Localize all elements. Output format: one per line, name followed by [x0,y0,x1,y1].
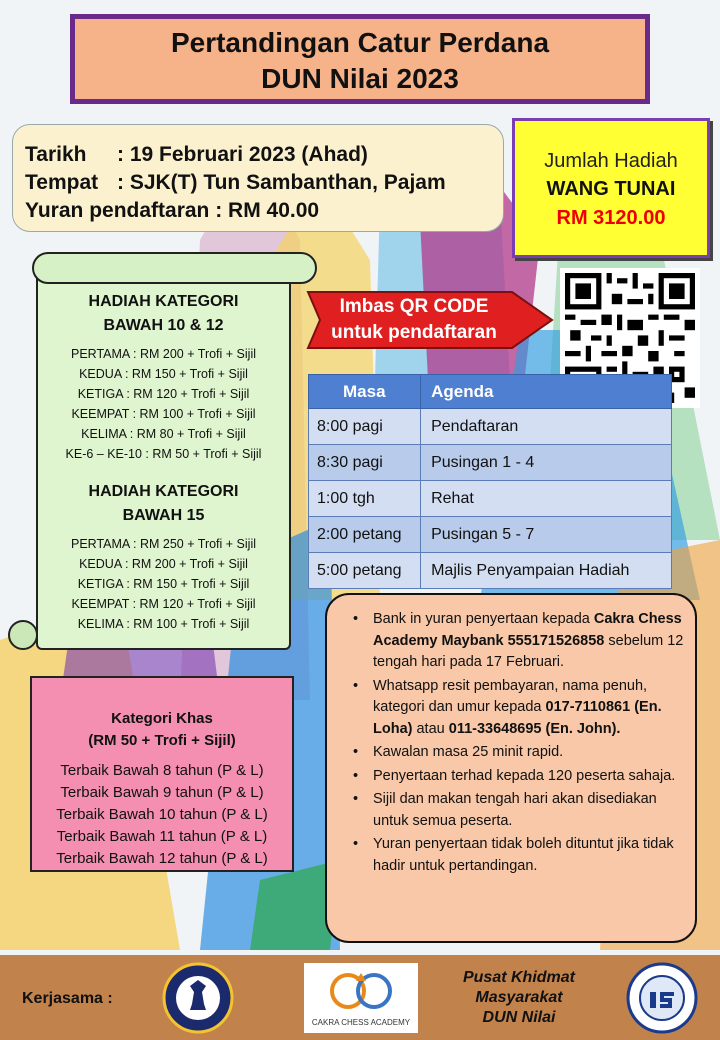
schedule-agenda: Pusingan 5 - 7 [421,517,672,553]
venue-label: Tempat [25,171,99,194]
u15-prize-item: PERTAMA : RM 250 + Trofi + Sijil [70,537,257,551]
u12-prize-item: KELIMA : RM 80 + Trofi + Sijil [81,427,246,441]
total-prize-box [512,118,710,258]
schedule-time: 8:30 pagi [309,445,421,481]
schedule-time: 5:00 petang [309,553,421,589]
note-whatsapp: • Whatsapp resit pembayaran, nama penuh, kategori dan umur kepada 017-7110861 (En. Loha) atau 011-33648695 (En. John). [353,676,685,741]
title-line-1: Pertandingan Catur Perdana [170,27,550,58]
event-info-box [12,124,504,232]
note-time-control: • Kawalan masa 25 minit rapid. [353,742,685,764]
school-logo-icon [626,962,698,1034]
table-row [309,553,672,589]
u12-prize-item: KE-6 – KE-10 : RM 50 + Trofi + Sijil [65,447,262,461]
u15-title-1: HADIAH KATEGORI [88,483,239,500]
schedule-time: 1:00 tgh [309,481,421,517]
date-label: Tarikh [25,143,87,166]
prize-type: WANG TUNAI [546,178,676,200]
u12-prize-item: KETIGA : RM 120 + Trofi + Sijil [77,387,250,401]
note-no-refund: • Yuran penyertaan tidak boleh dituntut jika tidak hadir untuk pertandingan. [353,834,685,877]
prize-category-scroll [36,254,291,650]
special-item: Terbaik Bawah 12 tahun (P & L) [56,850,268,867]
phone-loha: 017-7110861 (En. Loha) [373,699,662,737]
note-payment: • Bank in yuran penyertaan kepada Cakra Chess Academy Maybank 555171526858 sebelum 12 tengah hari pada 17 Februari. [353,609,685,674]
academy-name: CAKRA CHESS ACADEMY [311,1018,411,1027]
chess-association-logo-icon [162,962,234,1034]
bank-account: 555171526858 [507,632,605,649]
u12-prize-item: KEEMPAT : RM 100 + Trofi + Sijil [71,407,256,421]
table-row [309,409,672,445]
title-line-2: DUN Nilai 2023 [261,63,459,94]
special-item: Terbaik Bawah 11 tahun (P & L) [56,828,268,845]
service-center-text [440,968,598,1028]
venue-row [25,169,491,197]
schedule-agenda: Rehat [421,481,672,517]
scroll-curl-icon [8,620,38,650]
special-item: Terbaik Bawah 8 tahun (P & L) [60,762,264,779]
schedule-header-agenda: Agenda [421,375,672,409]
u15-prize-item: KEEMPAT : RM 120 + Trofi + Sijil [71,597,256,611]
u15-prize-item: KELIMA : RM 100 + Trofi + Sijil [77,617,250,631]
cakra-logo-icon [304,963,418,1015]
table-row [309,481,672,517]
schedule-agenda: Pendaftaran [421,409,672,445]
fee-label: Yuran pendaftaran [25,199,210,222]
special-category-box [30,676,294,872]
special-item: Terbaik Bawah 10 tahun (P & L) [56,806,268,823]
u15-prize-item: KEDUA : RM 200 + Trofi + Sijil [79,557,248,571]
qr-text-line-2: untuk pendaftaran [331,322,497,343]
schedule-table [308,374,672,589]
pusat-line-1: Pusat Khidmat [462,969,575,986]
qr-arrow-text [316,294,512,346]
schedule-time: 2:00 petang [309,517,421,553]
u12-prize-item: KEDUA : RM 150 + Trofi + Sijil [79,367,248,381]
cakra-chess-academy-logo [304,963,418,1033]
note-participant-limit: • Penyertaan terhad kepada 120 peserta sahaja. [353,766,685,788]
schedule-header-row [309,375,672,409]
schedule-agenda: Pusingan 1 - 4 [421,445,672,481]
prize-amount: RM 3120.00 [556,207,666,229]
note-certificate-lunch: • Sijil dan makan tengah hari akan disediakan untuk semua peserta. [353,789,685,832]
scroll-top-roll [32,252,317,284]
table-row [309,445,672,481]
u12-title-2: BAWAH 10 & 12 [103,317,224,334]
notes-box [325,593,697,943]
fee-value: : RM 40.00 [215,199,320,222]
phone-john: 011-33648695 (En. John). [448,720,621,737]
schedule-agenda: Majlis Penyampaian Hadiah [421,553,672,589]
u15-prize-item: KETIGA : RM 150 + Trofi + Sijil [77,577,250,591]
bank-name: Cakra Chess Academy Maybank [373,611,682,649]
fee-row [25,197,491,225]
pusat-line-2: Masyarakat [475,989,563,1006]
schedule-time: 8:00 pagi [309,409,421,445]
special-subtitle: (RM 50 + Trofi + Sijil) [88,732,236,749]
schedule-header-time: Masa [309,375,421,409]
special-title: Kategori Khas [111,710,213,727]
u12-prize-item: PERTAMA : RM 200 + Trofi + Sijil [70,347,257,361]
partner-label: Kerjasama : [22,990,113,1007]
date-row [25,141,491,169]
table-row [309,517,672,553]
title-banner [70,14,650,104]
date-value: : 19 Februari 2023 (Ahad) [117,143,368,166]
pusat-line-3: DUN Nilai [482,1009,556,1026]
qr-text-line-1: Imbas QR CODE [339,296,489,317]
u15-title-2: BAWAH 15 [122,507,205,524]
venue-value: : SJK(T) Tun Sambanthan, Pajam [117,171,446,194]
special-item: Terbaik Bawah 9 tahun (P & L) [60,784,264,801]
u12-title-1: HADIAH KATEGORI [88,293,239,310]
prize-label: Jumlah Hadiah [544,150,678,172]
